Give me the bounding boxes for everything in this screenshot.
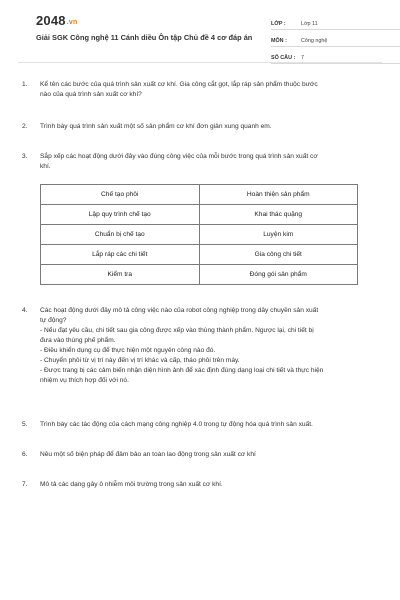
question-line: tự động? bbox=[40, 317, 67, 324]
question-text bbox=[40, 122, 382, 132]
table-cell: Lắp ráp các chi tiết bbox=[41, 245, 200, 265]
question-line: nhiệm vụ thích hợp đối với nó. bbox=[40, 377, 129, 384]
meta-value: Lớp 11 bbox=[301, 21, 318, 27]
table-cell: Khai thác quặng bbox=[199, 205, 358, 225]
question-line: - Nếu đạt yêu cầu, chi tiết sau gia công được xếp vào thùng thành phẩm. Ngược lại, chi tiết bị bbox=[40, 327, 314, 334]
table-row bbox=[41, 225, 358, 245]
logo-number: 2048 bbox=[36, 13, 66, 28]
header-divider bbox=[18, 62, 382, 63]
question-number: 1. bbox=[22, 81, 28, 88]
question-line: Trình bày quá trình sản xuất một số sản phẩm cơ khí đơn giản xung quanh em. bbox=[40, 123, 272, 130]
document-title: Giải SGK Công nghệ 11 Cánh diều Ôn tập Chủ đề 4 cơ đáp án bbox=[36, 33, 253, 42]
meta-value: Công nghệ bbox=[301, 38, 328, 44]
table-row bbox=[41, 245, 358, 265]
question-line: Kể tên các bước của quá trình sản xuất cơ khí. Gia công cắt gọt, lắp ráp sản phẩm thuộc bước bbox=[40, 81, 318, 88]
table-cell: Chế tạo phôi bbox=[41, 185, 200, 205]
table-cell: Luyện kim bbox=[199, 225, 358, 245]
table-cell: Gia công chi tiết bbox=[199, 245, 358, 265]
table-row bbox=[41, 265, 358, 285]
question-line: Trình bày các tác động của cách mạng công nghiệp 4.0 trong tự động hóa quá trình sản xuất. bbox=[40, 421, 313, 428]
question-line: Mô tả các dạng gây ô nhiễm môi trường trong sản xuất cơ khí. bbox=[40, 481, 223, 488]
question-text bbox=[40, 450, 382, 460]
table-row bbox=[41, 205, 358, 225]
table-cell: Hoàn thiện sản phẩm bbox=[199, 185, 358, 205]
question-number: 5. bbox=[22, 421, 28, 428]
table-cell: Lập quy trình chế tạo bbox=[41, 205, 200, 225]
question-number: 6. bbox=[22, 451, 28, 458]
meta-info bbox=[271, 17, 400, 68]
question-number: 3. bbox=[22, 153, 28, 160]
question-text bbox=[40, 420, 382, 430]
question-text bbox=[40, 152, 382, 172]
question-line: - Được trang bị các cảm biến nhận diện hình ảnh để xác định đúng dạng loại chi tiết và thực hiện bbox=[40, 367, 324, 374]
table-cell: Đóng gói sản phẩm bbox=[199, 265, 358, 285]
question-line: đưa vào thùng phế phẩm. bbox=[40, 337, 116, 344]
logo-suffix: .vn bbox=[66, 19, 78, 26]
question-number: 4. bbox=[22, 307, 28, 314]
site-logo[interactable] bbox=[36, 14, 77, 29]
question-4 bbox=[18, 306, 382, 386]
question-line: khí. bbox=[40, 163, 51, 170]
question-text bbox=[40, 306, 382, 386]
question-line: - Chuyển phôi từ vị trí này đến vị trí khác và cấp, tháo phôi trên máy. bbox=[40, 357, 240, 364]
meta-key: LỚP : bbox=[271, 21, 286, 27]
meta-key: MÔN : bbox=[271, 38, 287, 44]
question-text bbox=[40, 80, 382, 100]
meta-row-subject bbox=[271, 34, 400, 47]
question-line: Sắp xếp các hoạt động dưới đây vào đúng công việc của mỗi bước trong quá trình sản xuất cơ bbox=[40, 153, 318, 160]
meta-key: SỐ CÂU : bbox=[271, 55, 296, 61]
question-line: - Điều khiển dụng cụ để thực hiện một nguyên công nào đó. bbox=[40, 347, 216, 354]
question-6 bbox=[18, 450, 382, 460]
table-cell: Chuẩn bị chế tạo bbox=[41, 225, 200, 245]
question-5 bbox=[18, 420, 382, 430]
question-line: nào của quá trình sản xuất cơ khí? bbox=[40, 91, 142, 98]
meta-value: 7 bbox=[301, 55, 304, 61]
question-7 bbox=[18, 480, 382, 490]
question-line: Nêu một số biện pháp để đảm bảo an toàn lao động trong sản xuất cơ khí bbox=[40, 451, 256, 458]
question-3 bbox=[18, 152, 382, 172]
table-row bbox=[41, 185, 358, 205]
meta-row-class bbox=[271, 17, 400, 30]
activities-table bbox=[40, 184, 358, 285]
table-cell: Kiểm tra bbox=[41, 265, 200, 285]
question-text bbox=[40, 480, 382, 490]
question-line: Các hoạt động dưới đây mô tả công việc nào của robot công nghiệp trong dây chuyền sản xuất bbox=[40, 307, 319, 314]
document-header bbox=[18, 0, 382, 62]
question-1 bbox=[18, 80, 382, 100]
question-number: 7. bbox=[22, 481, 28, 488]
question-2 bbox=[18, 122, 382, 132]
question-number: 2. bbox=[22, 123, 28, 130]
